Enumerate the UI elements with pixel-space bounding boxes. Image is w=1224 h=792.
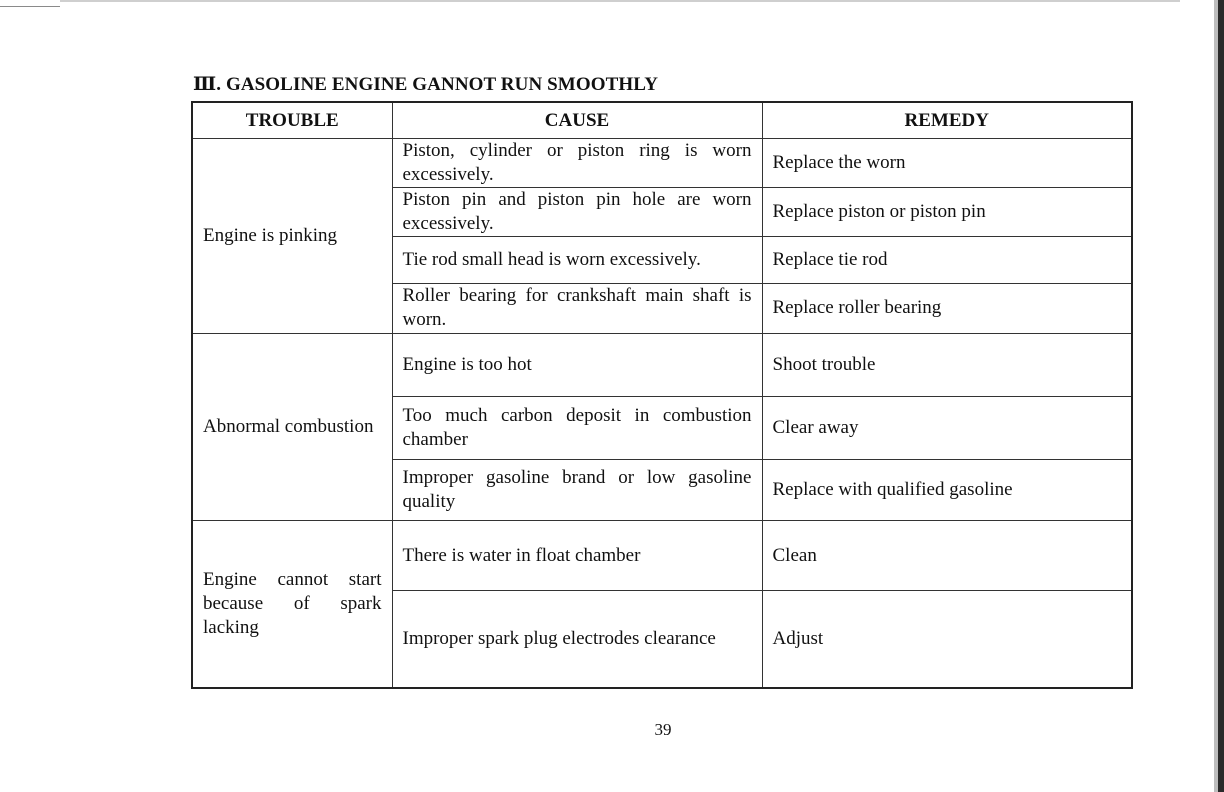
scan-edge-mark xyxy=(0,6,60,7)
cause-cell: Improper gasoline brand or low gasoline quality xyxy=(392,459,762,520)
table-header-row xyxy=(192,102,1132,139)
remedy-cell: Replace with qualified gasoline xyxy=(762,459,1132,520)
trouble-cell: Abnormal combustion xyxy=(192,333,392,521)
cause-cell: Too much carbon deposit in combustion chamber xyxy=(392,396,762,459)
scan-edge-binding xyxy=(1218,0,1224,792)
remedy-cell: Adjust xyxy=(762,591,1132,688)
table-row xyxy=(192,333,1132,396)
section-title: Ⅲ. GASOLINE ENGINE GANNOT RUN SMOOTHLY xyxy=(193,74,659,95)
cause-cell: Improper spark plug electrodes clearance xyxy=(392,591,762,688)
page-number: 39 xyxy=(654,720,672,739)
remedy-cell: Replace tie rod xyxy=(762,237,1132,284)
remedy-cell: Replace roller bearing xyxy=(762,284,1132,333)
cause-cell: Tie rod small head is worn excessively. xyxy=(392,237,762,284)
cause-cell: Engine is too hot xyxy=(392,333,762,396)
header-cause: CAUSE xyxy=(392,102,762,139)
scan-edge-mark xyxy=(60,0,1180,2)
remedy-cell: Replace the worn xyxy=(762,139,1132,188)
header-trouble: TROUBLE xyxy=(192,102,392,139)
header-remedy: REMEDY xyxy=(762,102,1132,139)
cause-cell: Roller bearing for crankshaft main shaft is worn. xyxy=(392,284,762,333)
table-row xyxy=(192,521,1132,591)
remedy-cell: Replace piston or piston pin xyxy=(762,188,1132,237)
cause-cell: Piston pin and piston pin hole are worn excessively. xyxy=(392,188,762,237)
troubleshooting-table xyxy=(191,101,1133,689)
remedy-cell: Shoot trouble xyxy=(762,333,1132,396)
table-row xyxy=(192,139,1132,188)
cause-cell: There is water in float chamber xyxy=(392,521,762,591)
remedy-cell: Clear away xyxy=(762,396,1132,459)
cause-cell: Piston, cylinder or piston ring is worn excessively. xyxy=(392,139,762,188)
trouble-cell: Engine is pinking xyxy=(192,139,392,334)
remedy-cell: Clean xyxy=(762,521,1132,591)
trouble-cell: Engine cannot start because of spark lacking xyxy=(192,521,392,689)
